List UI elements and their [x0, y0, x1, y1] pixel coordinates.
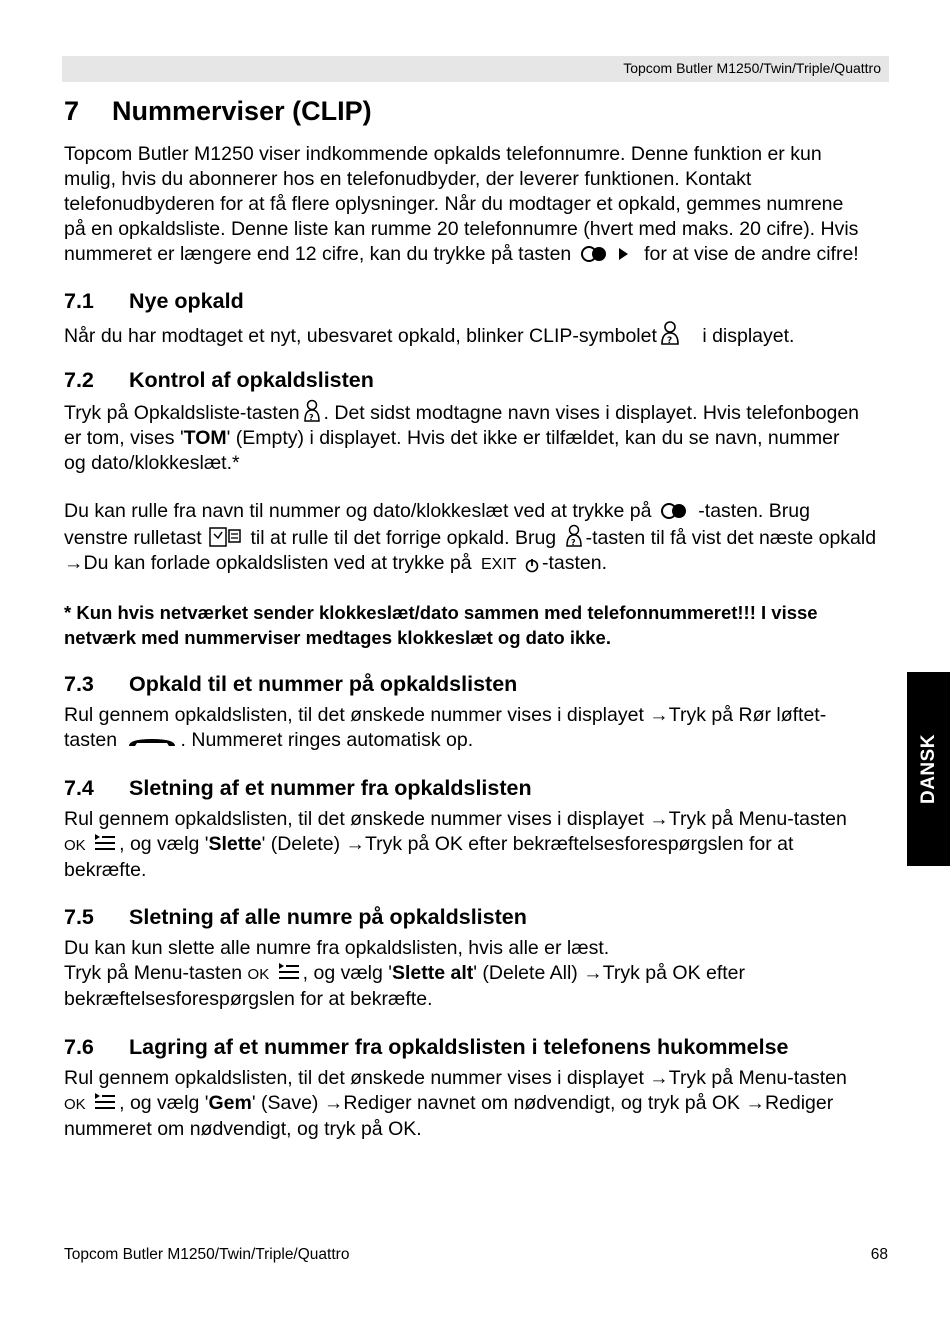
- ok-key-label: OK: [64, 837, 86, 854]
- section-7-6-heading: 7.6 Lagring af et nummer fra opkaldslisten i telefonens hukommelse: [64, 1035, 789, 1059]
- clip-symbol-icon: [659, 320, 681, 346]
- language-tab-label: DANSK: [917, 733, 939, 805]
- section-7-2-note: * Kun hvis netværket sender klokkeslæt/dato sammen med telefonnummeret!!! I visse netværk med nummerviser medtages klokkeslæt og dato ikke.: [64, 602, 818, 648]
- scroll-key-icon: [579, 246, 637, 264]
- handset-icon: [125, 736, 179, 750]
- svg-text:?: ?: [308, 413, 314, 422]
- section-7-4-heading: 7.4 Sletning af et nummer fra opkaldslisten: [64, 776, 532, 800]
- page-number: 68: [870, 1246, 888, 1263]
- intro-line: på en opkaldsliste. Denne liste kan rumme 20 telefonnumre (hvert med maks. 20 cifre). Hvis: [64, 218, 859, 240]
- svg-text:?: ?: [666, 336, 673, 346]
- menu-list-icon: [93, 1091, 117, 1113]
- section-7-2-para1: Tryk på Opkaldsliste-tasten ? . Det sidst modtagne navn vises i displayet. Hvis telefonbogen er tom, vises 'TOM' (Empty) i displayet. Hvis det ikke er tilfældet, kan du se navn, nummer og dato/klokkeslæt.*: [64, 399, 890, 476]
- header-bar: [62, 56, 889, 82]
- section-7-2-heading: 7.2 Kontrol af opkaldslisten: [64, 368, 374, 392]
- left-scroll-key-icon: [209, 526, 243, 548]
- call-list-key-icon: [302, 399, 322, 423]
- section-7-2-para2: Du kan rulle fra navn til nummer og dato/klokkeslæt ved at trykke på -tasten. Brug venstre rulletast til at rulle til det forrige opkald. Brug ? -tasten til få vist det næste opkald →Du kan forlade opkaldslisten ved at trykke på EXIT -tasten.: [64, 500, 877, 574]
- language-side-tab: [907, 672, 950, 866]
- call-list-key-icon: [564, 524, 584, 548]
- menu-list-icon: [277, 961, 301, 983]
- section-7-5-text: Du kan kun slette alle numre fra opkaldslisten, hvis alle er læst. Tryk på Menu-tasten OK , og vælg 'Slette alt' (Delete All) →Tryk på OK efter bekræftelsesforespørgslen for at bekræfte.: [64, 937, 746, 1010]
- ok-key-label: OK: [247, 966, 270, 983]
- intro-paragraph: [64, 142, 890, 267]
- chapter-title: Nummerviser (CLIP): [112, 96, 372, 126]
- chapter-heading: [64, 96, 372, 127]
- intro-line: nummeret er længere end 12 cifre, kan du trykke på tasten for at vise de andre cifre!: [64, 243, 859, 265]
- power-icon: [524, 557, 540, 573]
- header-title: Topcom Butler M1250/Twin/Triple/Quattro: [623, 60, 881, 76]
- section-7-3-text: Rul gennem opkaldslisten, til det ønskede nummer vises i displayet →Tryk på Rør løftet- tasten . Nummeret ringes automatisk op.: [64, 704, 827, 751]
- svg-text:?: ?: [570, 538, 576, 547]
- section-7-1-text: Når du har modtaget et nyt, ubesvaret opkald, blinker CLIP-symbolet ? i displayet.: [64, 320, 890, 349]
- intro-line: Topcom Butler M1250 viser indkommende opkalds telefonnumre. Denne funktion er kun: [64, 143, 822, 165]
- footer-product: Topcom Butler M1250/Twin/Triple/Quattro: [64, 1246, 350, 1263]
- section-7-4-text: Rul gennem opkaldslisten, til det ønskede nummer vises i displayet →Tryk på Menu-tasten OK , og vælg 'Slette' (Delete) →Tryk på OK efter bekræftelsesforespørgslen for at bekræfte.: [64, 808, 847, 881]
- section-7-6-text: Rul gennem opkaldslisten, til det ønskede nummer vises i displayet →Tryk på Menu-tasten OK , og vælg 'Gem' (Save) →Rediger navnet om nødvendigt, og tryk på OK →Rediger nummeret om nødvendigt, og tryk på OK.: [64, 1067, 847, 1140]
- section-7-5-heading: 7.5 Sletning af alle numre på opkaldslisten: [64, 905, 527, 929]
- menu-list-icon: [93, 832, 117, 854]
- exit-key-label: EXIT: [480, 556, 517, 573]
- intro-line: mulig, hvis du abonnerer hos en telefonudbyder, der leverer funktionen. Kontakt: [64, 168, 752, 190]
- section-7-3-heading: 7.3 Opkald til et nummer på opkaldslisten: [64, 672, 518, 696]
- ok-key-label: OK: [64, 1096, 86, 1113]
- section-7-1-heading: 7.1 Nye opkald: [64, 289, 244, 313]
- scroll-key-icon: [659, 503, 691, 521]
- chapter-number: 7: [64, 96, 80, 126]
- intro-line: telefonudbyderen for at få flere oplysninger. Når du modtager et opkald, gemmes numrene: [64, 193, 844, 215]
